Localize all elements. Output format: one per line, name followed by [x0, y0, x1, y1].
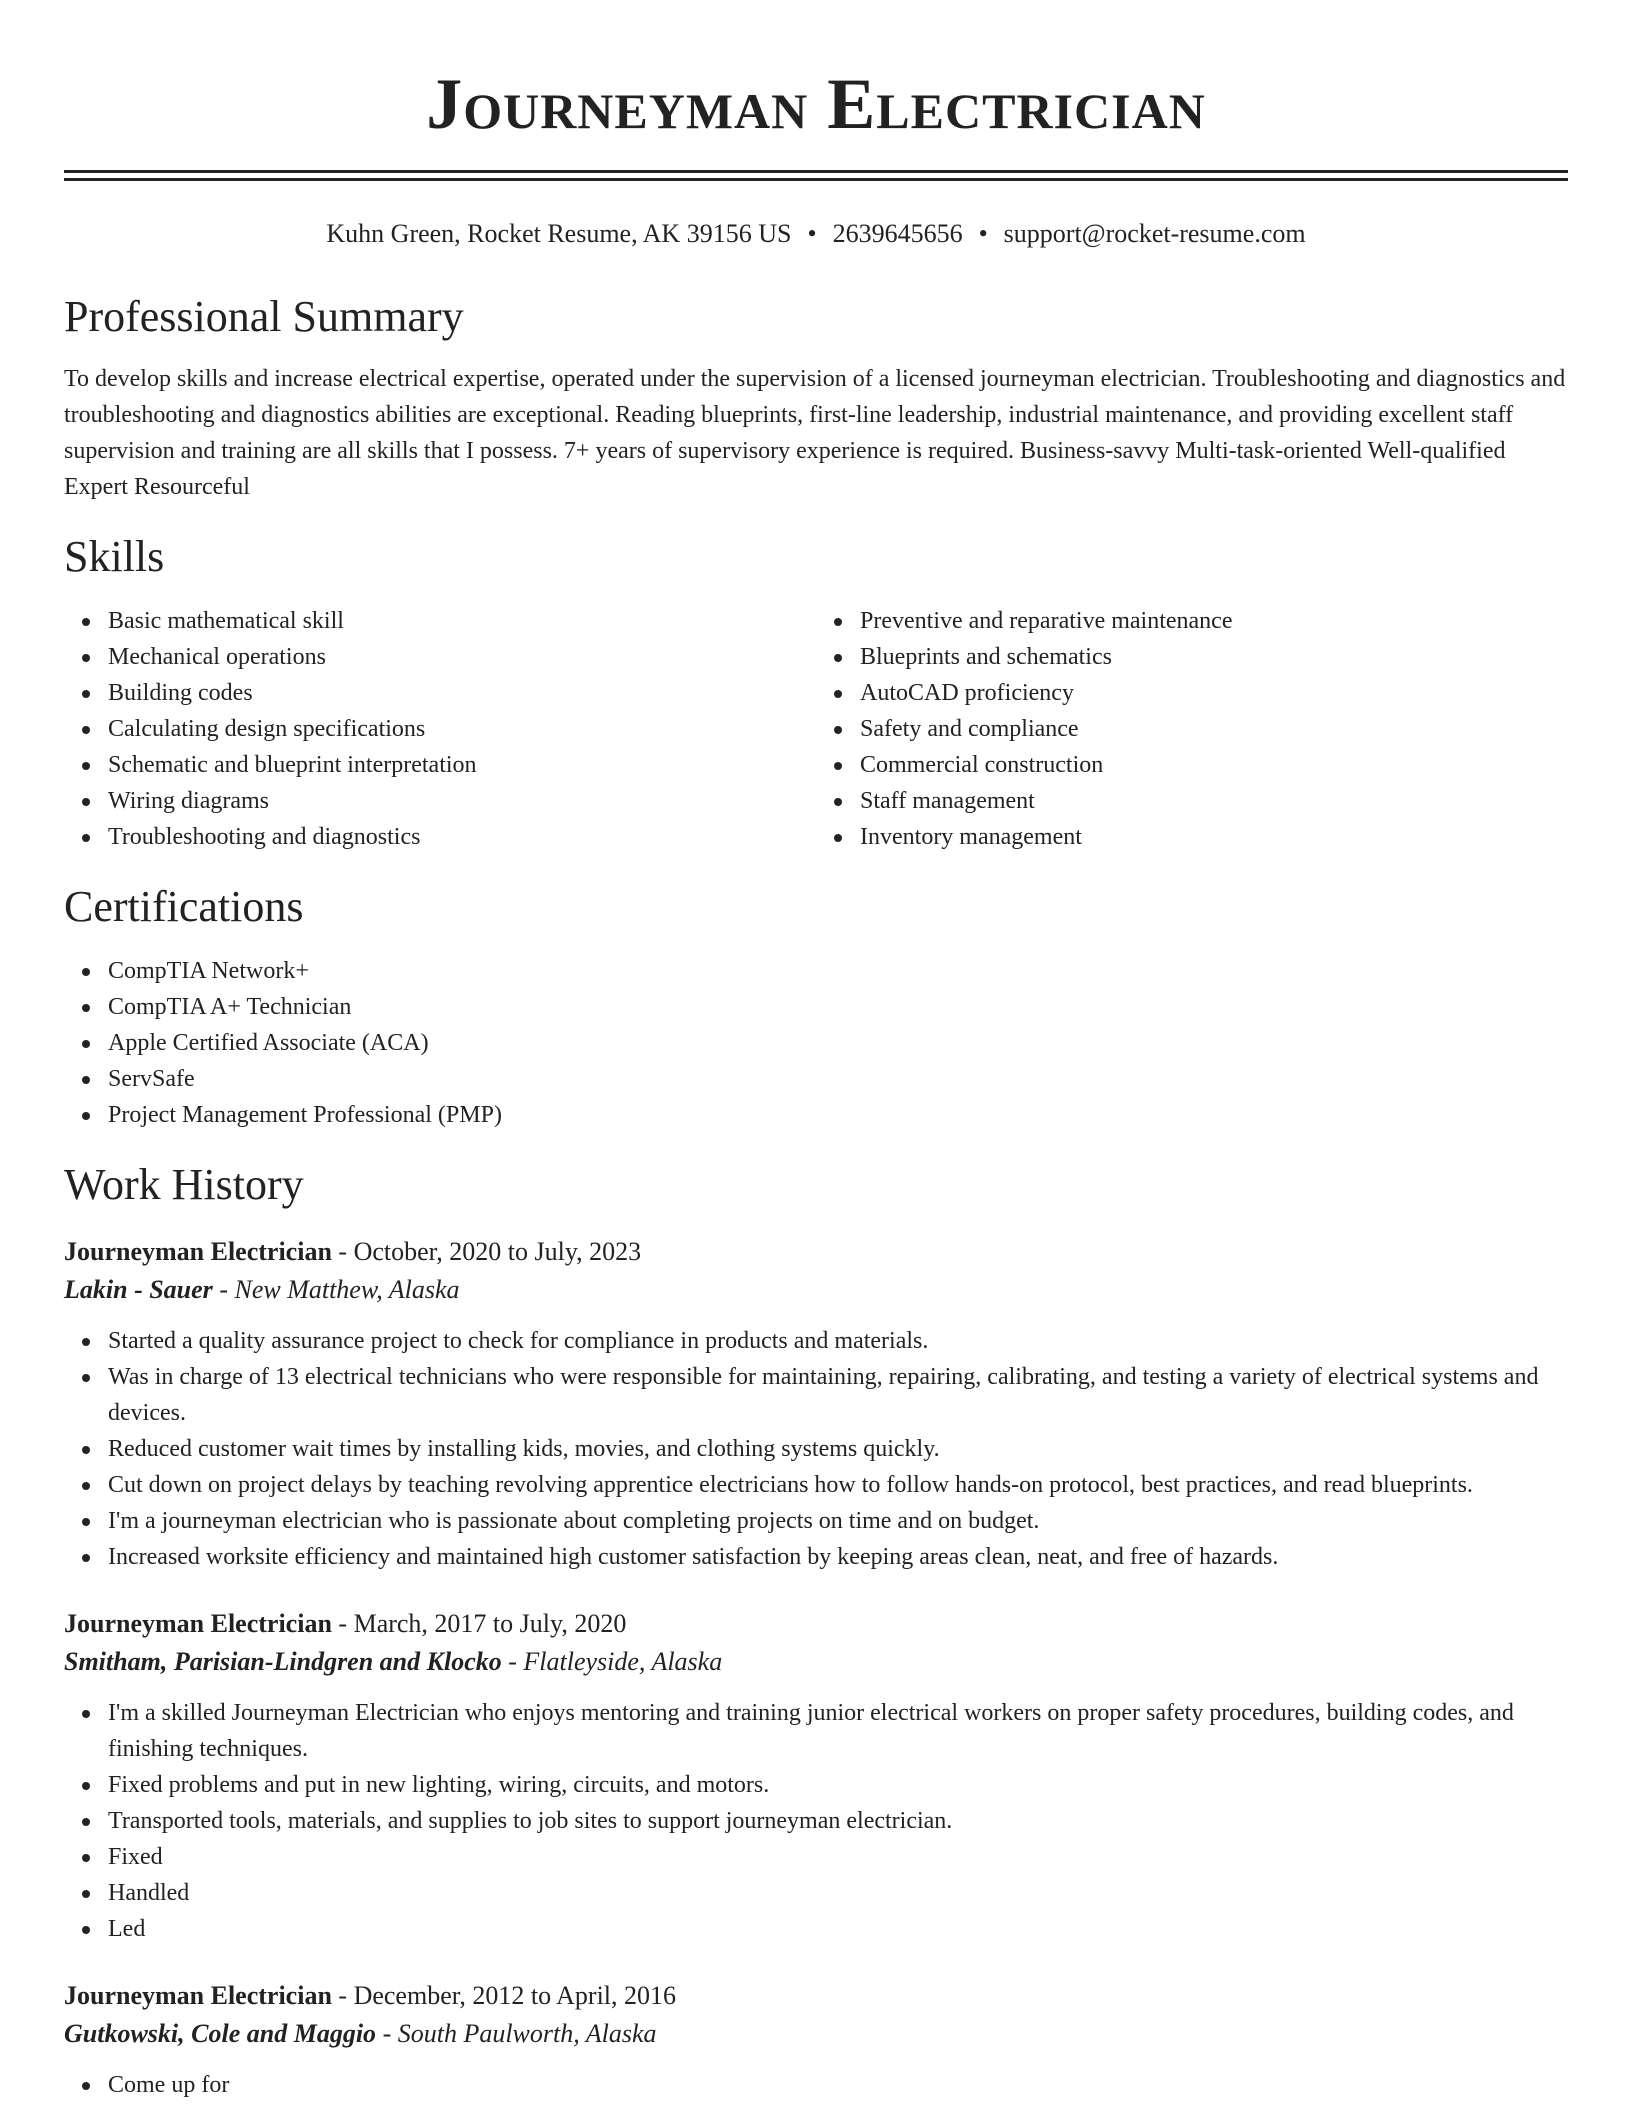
list-item: Led — [108, 1911, 1568, 1947]
list-item: Staff management — [860, 783, 1568, 819]
certifications-heading: Certifications — [64, 882, 304, 931]
list-item: I'm a skilled Journeyman Electrician who enjoys mentoring and training junior electrical workers on proper safety procedures, building codes, and finishing techniques. — [108, 1695, 1568, 1767]
list-item: I'm a journeyman electrician who is passionate about completing projects on time and on budget. — [108, 1503, 1568, 1539]
job-entry — [64, 1233, 1568, 1575]
list-item: Was in charge of 13 electrical technicians who were responsible for maintaining, repairing, calibrating, and testing a variety of electrical systems and devices. — [108, 1359, 1568, 1431]
job-dates: - March, 2017 to July, 2020 — [331, 1609, 627, 1638]
list-item: Troubleshooting and diagnostics — [108, 819, 816, 855]
contact-line — [64, 217, 1568, 251]
list-item: Transported tools, materials, and supplies to job sites to support journeyman electrician. — [108, 1803, 1568, 1839]
certifications-list — [64, 953, 1568, 1133]
list-item: Safety and compliance — [860, 711, 1568, 747]
summary-heading: Professional Summary — [64, 292, 464, 341]
list-item: Fixed problems and put in new lighting, wiring, circuits, and motors. — [108, 1767, 1568, 1803]
company-location: - Flatleyside, Alaska — [501, 1647, 723, 1676]
job-title: Journeyman Electrician — [64, 1981, 332, 2010]
contact-phone: 2639645656 — [832, 219, 963, 248]
job-bullets — [64, 2067, 1568, 2103]
summary-text: To develop skills and increase electrical expertise, operated under the supervision of a licensed journeyman electrician. Troubleshooting and diagnostics and troubleshooting and diagnostics abilities are exceptional. Reading blueprints, first-line leadership, industrial maintenance, and providing excellent staff supervision and training are all skills that I possess. 7+ years of supervisory experience is required. Business-savvy Multi-task-oriented Well-qualified Expert Resourceful — [64, 366, 1566, 500]
job-title: Journeyman Electrician — [64, 1609, 332, 1638]
list-item: Handled — [108, 1875, 1568, 1911]
contact-email[interactable]: support@rocket-resume.com — [1003, 219, 1306, 248]
skills-list-right — [816, 603, 1568, 855]
resume-title: Journeyman Electrician — [426, 64, 1206, 144]
list-item: Commercial construction — [860, 747, 1568, 783]
list-item: Started a quality assurance project to check for compliance in products and materials. — [108, 1323, 1568, 1359]
job-bullets — [64, 1695, 1568, 1947]
company-line — [64, 1271, 1568, 1309]
company-name: Lakin - Sauer — [64, 1275, 213, 1304]
list-item: Reduced customer wait times by installing kids, movies, and clothing systems quickly. — [108, 1431, 1568, 1467]
job-title-line — [64, 1977, 1568, 2015]
list-item: Wiring diagrams — [108, 783, 816, 819]
job-title-line — [64, 1605, 1568, 1643]
list-item: Inventory management — [860, 819, 1568, 855]
job-dates: - December, 2012 to April, 2016 — [331, 1981, 677, 2010]
list-item: Calculating design specifications — [108, 711, 816, 747]
title-divider — [64, 170, 1568, 181]
contact-address: Kuhn Green, Rocket Resume, AK 39156 US — [326, 219, 792, 248]
list-item: Increased worksite efficiency and maintained high customer satisfaction by keeping areas clean, neat, and free of hazards. — [108, 1539, 1568, 1575]
company-location: - South Paulworth, Alaska — [376, 2019, 657, 2048]
skills-columns — [64, 603, 1568, 855]
list-item: CompTIA A+ Technician — [108, 989, 1568, 1025]
list-item: Project Management Professional (PMP) — [108, 1097, 1568, 1133]
job-title: Journeyman Electrician — [64, 1237, 332, 1266]
job-entry — [64, 1977, 1568, 2103]
company-line — [64, 2015, 1568, 2053]
skills-list-left — [64, 603, 816, 855]
job-dates: - October, 2020 to July, 2023 — [331, 1237, 642, 1266]
resume-page — [64, 0, 1568, 2103]
job-title-line — [64, 1233, 1568, 1271]
job-bullets — [64, 1323, 1568, 1575]
company-name: Gutkowski, Cole and Maggio — [64, 2019, 377, 2048]
list-item: Apple Certified Associate (ACA) — [108, 1025, 1568, 1061]
work-history-heading: Work History — [64, 1160, 304, 1209]
list-item: Preventive and reparative maintenance — [860, 603, 1568, 639]
separator-bullet: • — [978, 219, 988, 248]
list-item: Blueprints and schematics — [860, 639, 1568, 675]
list-item: ServSafe — [108, 1061, 1568, 1097]
list-item: CompTIA Network+ — [108, 953, 1568, 989]
list-item: Schematic and blueprint interpretation — [108, 747, 816, 783]
list-item: Fixed — [108, 1839, 1568, 1875]
company-name: Smitham, Parisian-Lindgren and Klocko — [64, 1647, 502, 1676]
list-item: Building codes — [108, 675, 816, 711]
separator-bullet: • — [807, 219, 817, 248]
job-entry — [64, 1605, 1568, 1947]
company-location: - New Matthew, Alaska — [212, 1275, 460, 1304]
list-item: AutoCAD proficiency — [860, 675, 1568, 711]
list-item: Basic mathematical skill — [108, 603, 816, 639]
list-item: Cut down on project delays by teaching revolving apprentice electricians how to follow hands-on protocol, best practices, and read blueprints. — [108, 1467, 1568, 1503]
list-item: Come up for — [108, 2067, 1568, 2103]
list-item: Mechanical operations — [108, 639, 816, 675]
skills-heading: Skills — [64, 532, 165, 581]
company-line — [64, 1643, 1568, 1681]
